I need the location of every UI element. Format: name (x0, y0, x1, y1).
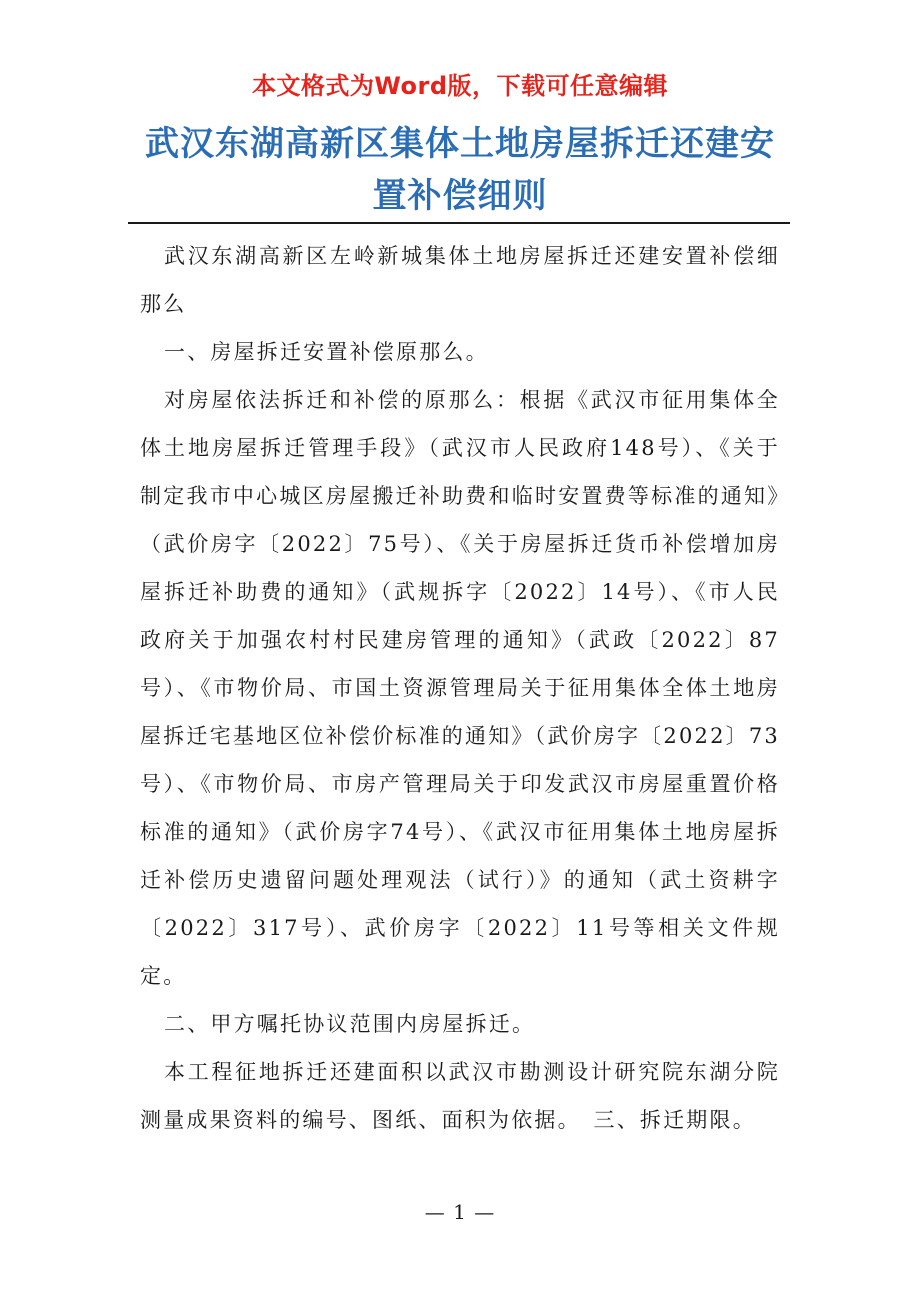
paragraph-survey-basis: 本工程征地拆迁还建面积以武汉市勘测设计研究院东湖分院测量成果资料的编号、图纸、面积为依据。 三、拆迁期限。 (140, 1060, 780, 1132)
page-number: — 1 — (424, 1200, 496, 1224)
title-divider (128, 222, 790, 224)
download-banner: 本文格式为Word版，下载可任意编辑 (251, 72, 669, 100)
document-title: 武汉东湖高新区集体土地房屋拆迁还建安置补偿细则 (145, 124, 775, 216)
paragraph-section-1-heading: 一、房屋拆迁安置补偿原那么。 (164, 340, 489, 364)
paragraph-principles: 对房屋依法拆迁和补偿的原那么：根据《武汉市征用集体全体土地房屋拆迁管理手段》（武汉市人民政府148号）、《关于制定我市中心城区房屋搬迁补助费和临时安置费等标准的通知》（武价房字〔2022〕75号）、《关于房屋拆迁货币补偿增加房屋拆迁补助费的通知》（武规拆字〔2022〕14号）、《市人民政府关于加强农村村民建房管理的通知》（武政〔2022〕87号）、《市物价局、市国土资源管理局关于征用集体全体土地房屋拆迁宅基地区位补偿价标准的通知》（武价房字〔2022〕73号）、《市物价局、市房产管理局关于印发武汉市房屋重置价格标准的通知》（武价房字74号）、《武汉市征用集体土地房屋拆迁补偿历史遗留问题处理观法（试行）》的通知（武土资耕字〔2022〕317号）、武价房字〔2022〕11号等相关文件规定。 (140, 388, 780, 988)
paragraph-intro: 武汉东湖高新区左岭新城集体土地房屋拆迁还建安置补偿细那么 (140, 244, 780, 316)
paragraph-section-2-heading: 二、甲方嘱托协议范围内房屋拆迁。 (164, 1012, 536, 1036)
document-body (140, 232, 780, 1144)
